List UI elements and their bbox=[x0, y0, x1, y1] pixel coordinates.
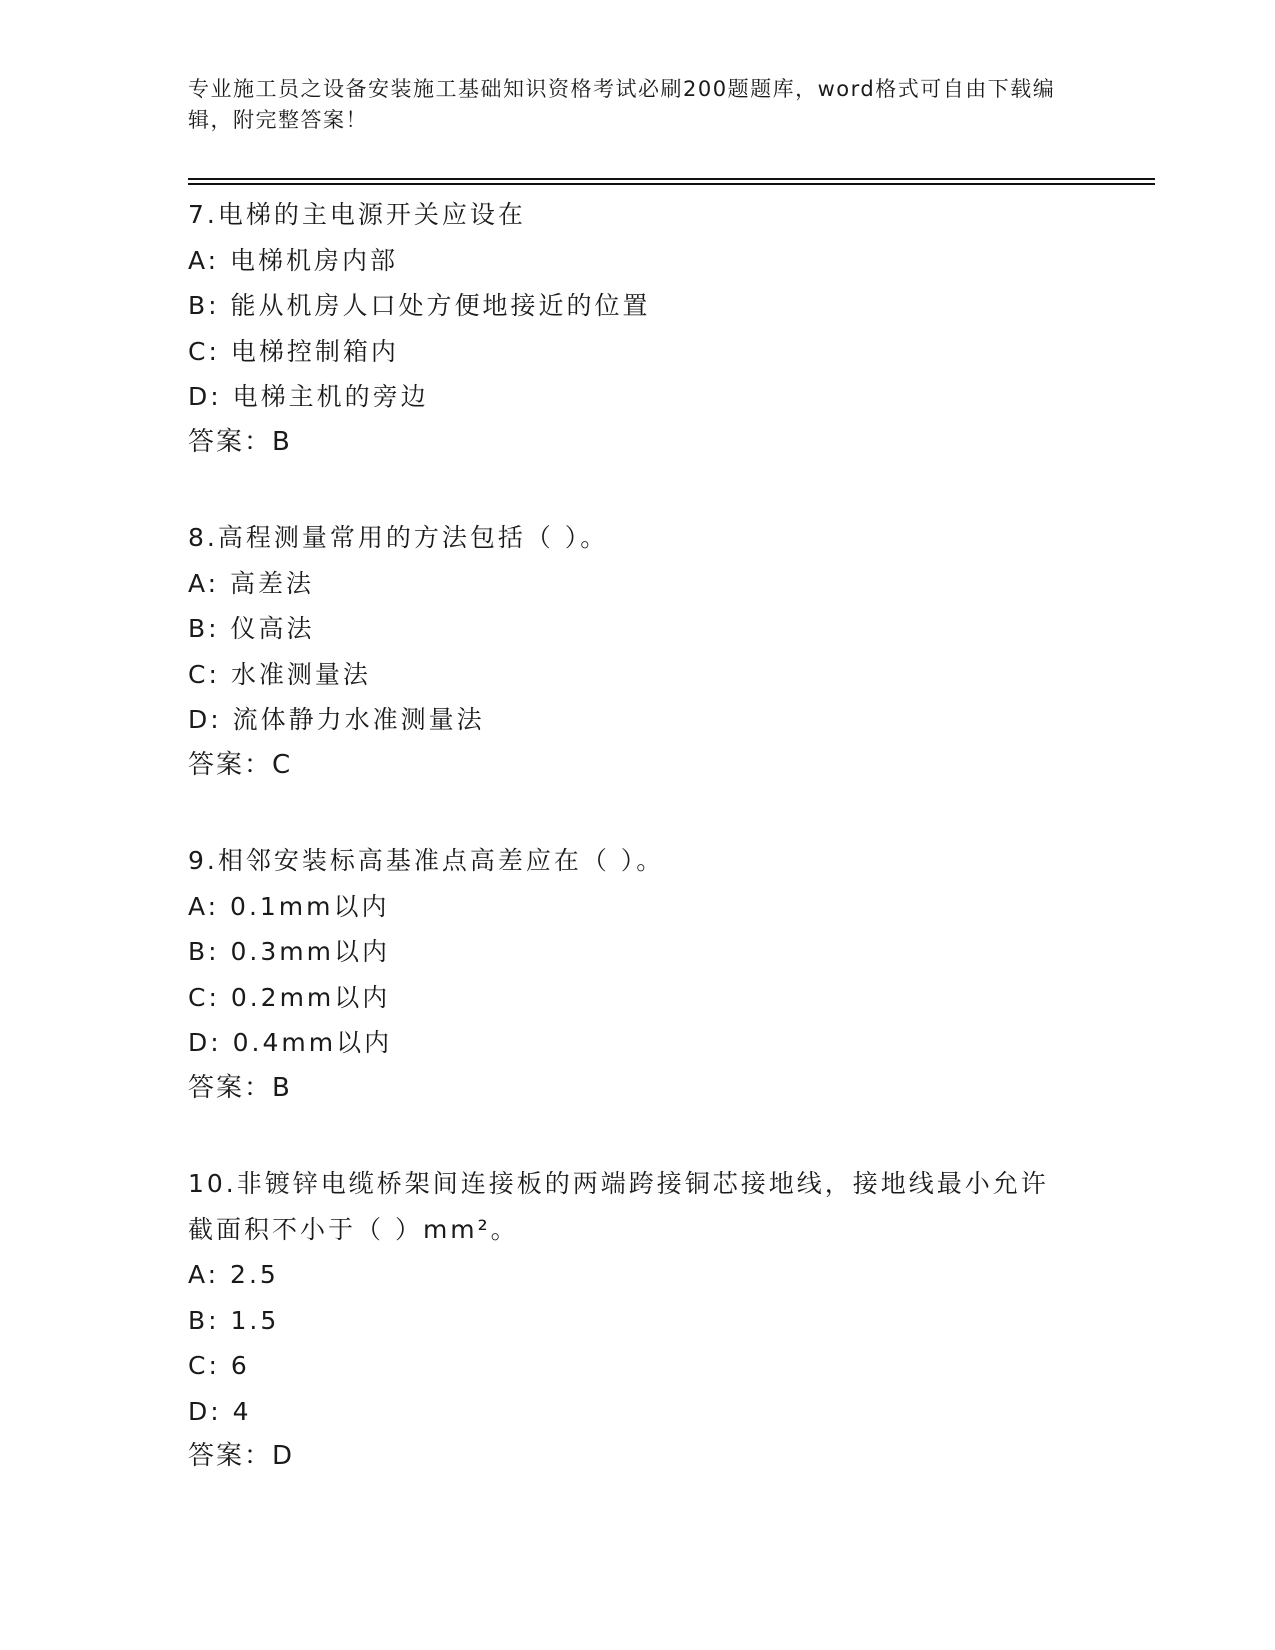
question-9 bbox=[188, 838, 1128, 1111]
question-8 bbox=[188, 515, 1128, 788]
option-c: C: 水准测量法 bbox=[188, 659, 371, 689]
answer-label: 答案：D bbox=[188, 1441, 295, 1471]
option-d: D: 0.4mm以内 bbox=[188, 1028, 393, 1057]
option-c: C: 6 bbox=[188, 1351, 250, 1380]
header-rule-bottom bbox=[188, 183, 1155, 185]
option-c: C: 电梯控制箱内 bbox=[188, 336, 399, 366]
option-b: B: 能从机房人口处方便地接近的位置 bbox=[188, 291, 651, 320]
question-stem-line-1: 10.非镀锌电缆桥架间连接板的两端跨接铜芯接地线，接地线最小允许 bbox=[188, 1169, 1049, 1198]
option-d: D: 4 bbox=[188, 1396, 252, 1426]
question-7 bbox=[188, 192, 1128, 465]
question-stem: 7.电梯的主电源开关应设在 bbox=[188, 200, 526, 229]
document-header: 专业施工员之设备安装施工基础知识资格考试必刷200题题库，word格式可自由下载编辑，附完整答案！ bbox=[188, 77, 1056, 132]
option-a: A: 高差法 bbox=[188, 568, 315, 598]
option-d: D: 流体静力水准测量法 bbox=[188, 705, 485, 734]
option-b: B: 0.3mm以内 bbox=[188, 937, 390, 966]
answer-label: 答案：C bbox=[188, 749, 293, 780]
question-list bbox=[188, 192, 1128, 1530]
option-b: B: 1.5 bbox=[188, 1305, 280, 1335]
question-stem-line-2: 截面积不小于（ ）mm²。 bbox=[188, 1214, 519, 1244]
answer-label: 答案：B bbox=[188, 426, 292, 457]
option-a: A: 0.1mm以内 bbox=[188, 891, 390, 921]
question-stem: 8.高程测量常用的方法包括（ ）。 bbox=[188, 523, 609, 552]
header-rule-top bbox=[188, 178, 1155, 180]
option-b: B: 仪高法 bbox=[188, 614, 315, 643]
question-stem: 9.相邻安装标高基准点高差应在（ ）。 bbox=[188, 846, 665, 875]
option-d: D: 电梯主机的旁边 bbox=[188, 382, 429, 411]
question-10 bbox=[188, 1161, 1128, 1480]
option-c: C: 0.2mm以内 bbox=[188, 982, 391, 1012]
option-a: A: 电梯机房内部 bbox=[188, 245, 399, 275]
option-a: A: 2.5 bbox=[188, 1260, 279, 1289]
answer-label: 答案：B bbox=[188, 1072, 292, 1103]
